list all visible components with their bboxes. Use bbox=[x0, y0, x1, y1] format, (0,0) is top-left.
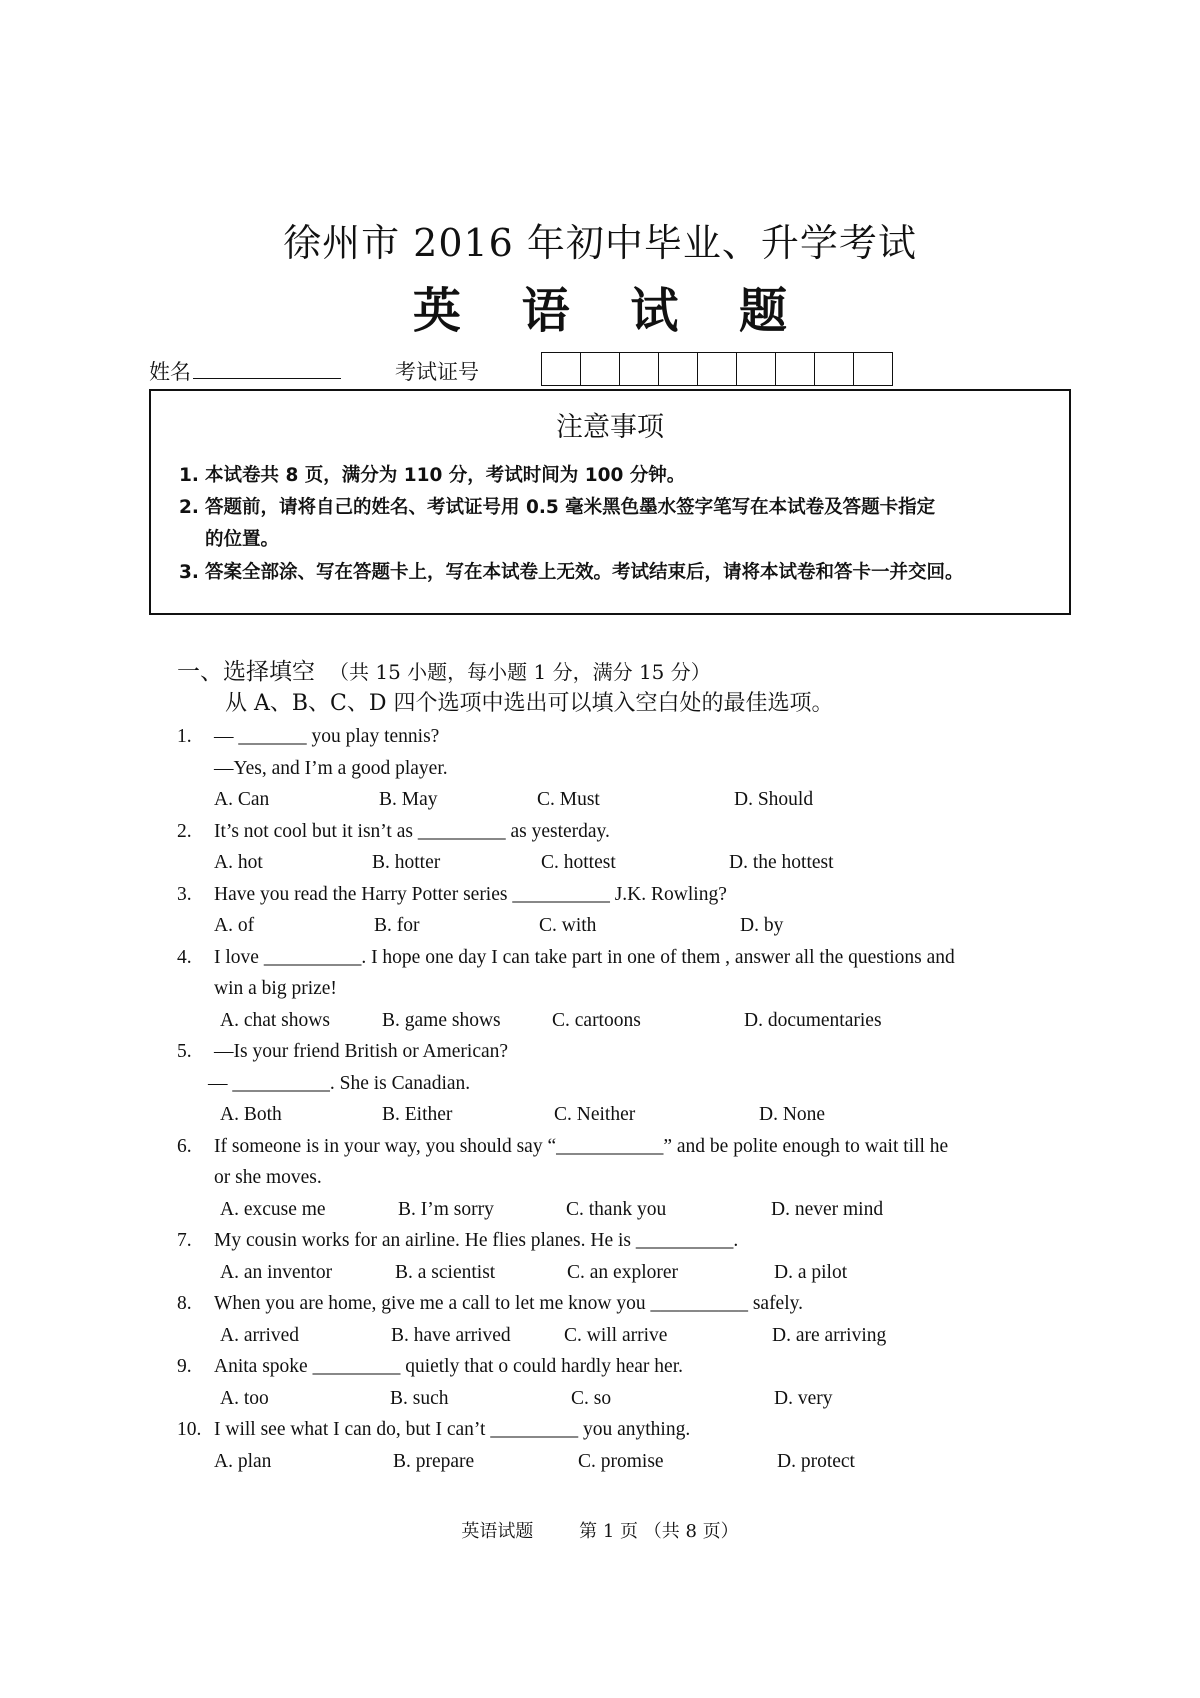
option-d[interactable]: D. a pilot bbox=[774, 1262, 848, 1283]
option-c[interactable]: C. will arrive bbox=[564, 1325, 668, 1346]
exam-id-digit-box[interactable] bbox=[620, 353, 659, 385]
question-number: 2. bbox=[177, 821, 192, 842]
question-text: I will see what I can do, but I can’t _________ you anything. bbox=[214, 1419, 691, 1440]
notice-title: 注意事项 bbox=[556, 412, 664, 443]
option-a[interactable]: A. Both bbox=[220, 1104, 282, 1125]
notice-item-number: 3. bbox=[179, 562, 199, 583]
exam-id-digit-box[interactable] bbox=[737, 353, 776, 385]
footer-page-number: 第 1 页 （共 8 页） bbox=[579, 1521, 739, 1542]
notice-item bbox=[179, 493, 935, 519]
question-text: — _______ you play tennis? bbox=[214, 726, 440, 747]
question-number: 1. bbox=[177, 726, 192, 747]
option-a[interactable]: A. too bbox=[220, 1388, 269, 1409]
question-number: 6. bbox=[177, 1136, 192, 1157]
question-number: 8. bbox=[177, 1293, 192, 1314]
option-b[interactable]: B. I’m sorry bbox=[398, 1199, 494, 1220]
option-a[interactable]: A. an inventor bbox=[220, 1262, 333, 1283]
question-text: When you are home, give me a call to let me know you __________ safely. bbox=[214, 1293, 803, 1314]
exam-id-digit-box[interactable] bbox=[698, 353, 737, 385]
question-number: 7. bbox=[177, 1230, 192, 1251]
question-number: 10. bbox=[177, 1419, 202, 1440]
option-a[interactable]: A. plan bbox=[214, 1451, 272, 1472]
notice-item-text: 的位置。 bbox=[205, 529, 280, 550]
option-d[interactable]: D. documentaries bbox=[744, 1010, 882, 1031]
notice-item-number: 1. bbox=[179, 465, 199, 486]
candidate-info-row bbox=[149, 352, 1049, 386]
option-b[interactable]: B. prepare bbox=[393, 1451, 475, 1472]
option-b[interactable]: B. Either bbox=[382, 1104, 453, 1125]
exam-id-digit-box[interactable] bbox=[854, 353, 892, 385]
question-text: —Yes, and I’m a good player. bbox=[214, 758, 448, 779]
name-label: 姓名 bbox=[149, 360, 191, 384]
option-c[interactable]: C. Neither bbox=[554, 1104, 636, 1125]
notice-item-text: 答案全部涂、写在答题卡上，写在本试卷上无效。考试结束后，请将本试卷和答卡一并交回。 bbox=[205, 562, 964, 583]
option-a[interactable]: A. excuse me bbox=[220, 1199, 326, 1220]
option-c[interactable]: C. cartoons bbox=[552, 1010, 641, 1031]
option-d[interactable]: D. None bbox=[759, 1104, 826, 1125]
option-a[interactable]: A. chat shows bbox=[220, 1010, 330, 1031]
question-text: It’s not cool but it isn’t as _________ as yesterday. bbox=[214, 821, 610, 842]
option-d[interactable]: D. are arriving bbox=[772, 1325, 887, 1346]
section-heading bbox=[177, 653, 711, 686]
notice-item bbox=[179, 461, 685, 487]
option-b[interactable]: B. a scientist bbox=[395, 1262, 496, 1283]
exam-id-digit-box[interactable] bbox=[776, 353, 815, 385]
question-text: I love __________. I hope one day I can take part in one of them , answer all the questions and bbox=[214, 947, 955, 968]
question-text: Have you read the Harry Potter series __________ J.K. Rowling? bbox=[214, 884, 727, 905]
option-b[interactable]: B. have arrived bbox=[391, 1325, 511, 1346]
question-number: 9. bbox=[177, 1356, 192, 1377]
question-number: 3. bbox=[177, 884, 192, 905]
option-c[interactable]: C. hottest bbox=[541, 852, 616, 873]
question-text: —Is your friend British or American? bbox=[214, 1041, 509, 1062]
option-b[interactable]: B. game shows bbox=[382, 1010, 501, 1031]
option-d[interactable]: D. Should bbox=[734, 789, 814, 810]
question-text: My cousin works for an airline. He flies planes. He is __________. bbox=[214, 1230, 739, 1251]
exam-id-label: 考试证号 bbox=[395, 360, 479, 384]
question-text: If someone is in your way, you should say “___________” and be polite enough to wait till he bbox=[214, 1136, 949, 1157]
option-b[interactable]: B. such bbox=[390, 1388, 449, 1409]
option-c[interactable]: C. an explorer bbox=[567, 1262, 679, 1283]
exam-id-digit-box[interactable] bbox=[815, 353, 854, 385]
question-text: Anita spoke _________ quietly that o could hardly hear her. bbox=[214, 1356, 683, 1377]
notice-item-text: 本试卷共 8 页，满分为 110 分，考试时间为 100 分钟。 bbox=[205, 465, 686, 486]
option-a[interactable]: A. of bbox=[214, 915, 255, 936]
option-c[interactable]: C. with bbox=[539, 915, 597, 936]
section-title: 一、选择填空 bbox=[177, 659, 315, 685]
question-number: 4. bbox=[177, 947, 192, 968]
option-b[interactable]: B. hotter bbox=[372, 852, 441, 873]
option-d[interactable]: D. very bbox=[774, 1388, 833, 1409]
notice-item bbox=[179, 525, 279, 551]
option-d[interactable]: D. protect bbox=[777, 1451, 855, 1472]
notice-item-text: 答题前，请将自己的姓名、考试证号用 0.5 毫米黑色墨水签字笔写在本试卷及答题卡指定 bbox=[205, 497, 936, 518]
exam-subject-title: 英 语 试 题 bbox=[412, 283, 810, 339]
option-a[interactable]: A. Can bbox=[214, 789, 270, 810]
exam-id-digit-box[interactable] bbox=[542, 353, 581, 385]
notice-box bbox=[149, 389, 1071, 615]
exam-id-digit-box[interactable] bbox=[581, 353, 620, 385]
exam-id-digit-box[interactable] bbox=[659, 353, 698, 385]
option-b[interactable]: B. for bbox=[374, 915, 420, 936]
notice-item bbox=[179, 558, 964, 584]
question-text: win a big prize! bbox=[214, 978, 337, 999]
option-c[interactable]: C. Must bbox=[537, 789, 600, 810]
name-field[interactable] bbox=[193, 378, 341, 379]
footer-subject: 英语试题 bbox=[461, 1521, 534, 1542]
exam-id-boxes bbox=[541, 352, 893, 386]
question-number: 5. bbox=[177, 1041, 192, 1062]
question-text: — __________. She is Canadian. bbox=[208, 1073, 471, 1094]
option-a[interactable]: A. hot bbox=[214, 852, 263, 873]
option-d[interactable]: D. the hottest bbox=[729, 852, 834, 873]
option-a[interactable]: A. arrived bbox=[220, 1325, 300, 1346]
option-d[interactable]: D. never mind bbox=[771, 1199, 884, 1220]
notice-item-number: 2. bbox=[179, 497, 199, 518]
option-c[interactable]: C. promise bbox=[578, 1451, 664, 1472]
option-d[interactable]: D. by bbox=[740, 915, 784, 936]
page-footer bbox=[0, 1517, 1200, 1543]
option-b[interactable]: B. May bbox=[379, 789, 438, 810]
question-text: or she moves. bbox=[214, 1167, 322, 1188]
section-instruction: 从 A、B、C、D 四个选项中选出可以填入空白处的最佳选项。 bbox=[225, 691, 834, 716]
option-c[interactable]: C. thank you bbox=[566, 1199, 667, 1220]
option-c[interactable]: C. so bbox=[571, 1388, 612, 1409]
section-score-note: （共 15 小题，每小题 1 分，满分 15 分） bbox=[329, 660, 711, 684]
exam-title: 徐州市 2016 年初中毕业、升学考试 bbox=[283, 221, 917, 265]
